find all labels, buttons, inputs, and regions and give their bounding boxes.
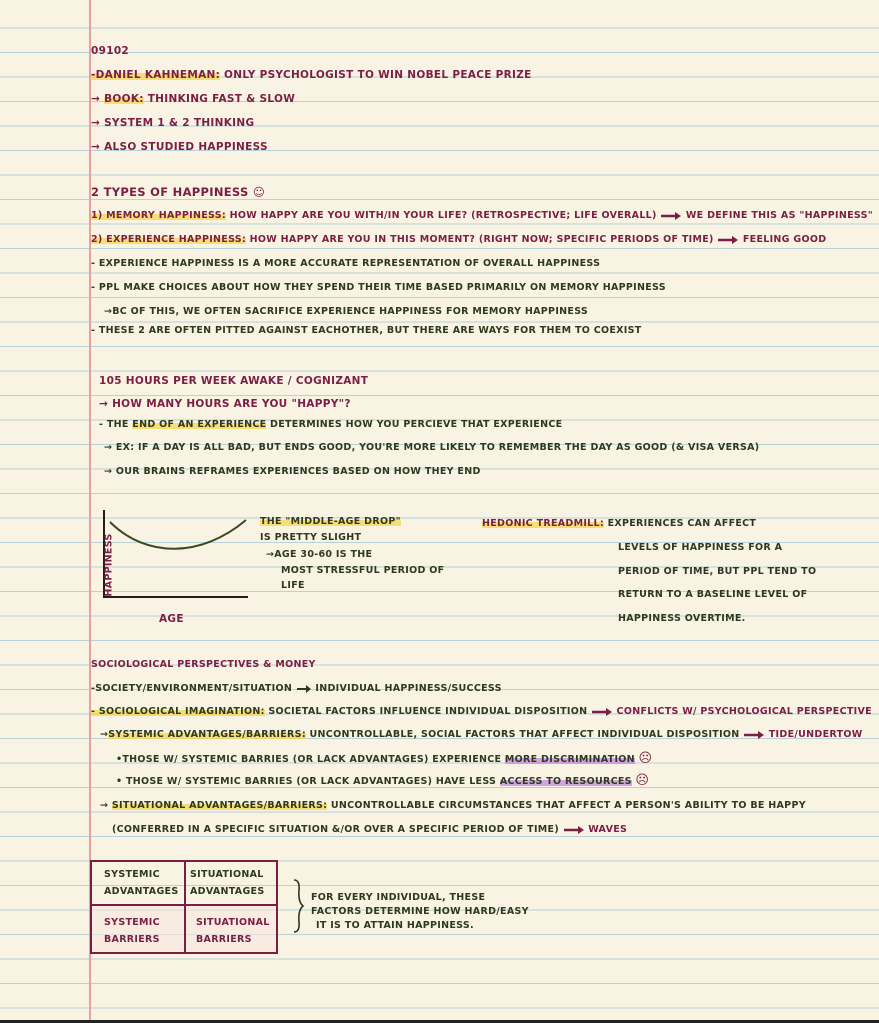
experience-happiness-line xyxy=(91,232,826,248)
middle-age-drop-highlight: THE "MIDDLE-AGE DROP" xyxy=(260,516,401,527)
socio-line-6-text: UNCONTROLLABLE CIRCUMSTANCES THAT AFFECT A PERSON'S ABILITY TO BE HAPPY xyxy=(327,800,806,811)
graph-x-label: AGE xyxy=(159,613,184,625)
hours-question-text: HOW MANY HOURS ARE YOU "HAPPY"? xyxy=(112,398,351,410)
graph-note-4: MOST STRESSFUL PERIOD OF xyxy=(281,565,445,576)
arrow-icon: → xyxy=(91,117,105,129)
table-divider-horizontal xyxy=(92,904,276,906)
arrow-right-icon xyxy=(591,708,613,716)
arrow-icon: → xyxy=(91,93,105,105)
table-note-3: IT IS TO ATTAIN HAPPINESS. xyxy=(316,920,474,931)
arrow-icon: → xyxy=(100,800,112,811)
socio-line-4 xyxy=(116,751,652,768)
sad-face-icon: ☹ xyxy=(635,773,650,788)
table-divider-vertical xyxy=(184,862,186,952)
graph-note-3-text: AGE 30-60 IS THE xyxy=(274,549,373,560)
socio-line-7 xyxy=(112,822,627,838)
intro-line-3-text: SYSTEM 1 & 2 THINKING xyxy=(104,117,255,129)
note-date: 09102 xyxy=(91,45,130,57)
curly-brace-icon xyxy=(290,878,306,934)
kahneman-label: -DANIEL KAHNEMAN: xyxy=(91,69,221,81)
situational-label: SITUATIONAL ADVANTAGES/BARRIERS: xyxy=(111,800,328,811)
socio-line-2 xyxy=(91,704,872,720)
hedonic-text-1: EXPERIENCES CAN AFFECT xyxy=(603,518,757,529)
arrow-right-icon xyxy=(743,731,765,739)
types-bullet-4: - THESE 2 ARE OFTEN PITTED AGAINST EACHOTHER, BUT THERE ARE WAYS FOR THEM TO COEXIST xyxy=(91,325,642,336)
socio-line-2-text: SOCIETAL FACTORS INFLUENCE INDIVIDUAL DISPOSITION xyxy=(264,706,588,717)
socio-line-7-text: (CONFERRED IN A SPECIFIC SITUATION &/OR OVER A SPECIFIC PERIOD OF TIME) xyxy=(112,824,559,835)
hedonic-line-5: HAPPINESS OVERTIME. xyxy=(618,613,746,624)
table-cell-text: SYSTEMIC xyxy=(104,917,160,928)
sad-face-icon: ☹ xyxy=(638,751,653,766)
hours-bullet-3-text: OUR BRAINS REFRAMES EXPERIENCES BASED ON HOW THEY END xyxy=(115,466,481,477)
intro-line-1 xyxy=(91,67,532,83)
table-cell-situational-barriers xyxy=(196,914,270,948)
memory-happiness-result: WE DEFINE THIS AS "HAPPINESS" xyxy=(685,210,873,221)
hedonic-line-1 xyxy=(482,516,756,532)
happiness-curve xyxy=(110,520,246,549)
socio-line-7-result: WAVES xyxy=(588,824,628,835)
end-of-experience-highlight: END OF AN EXPERIENCE xyxy=(132,419,267,430)
table-cell-text: SITUATIONAL xyxy=(196,917,270,928)
hours-question xyxy=(99,396,351,412)
arrow-right-icon xyxy=(717,236,739,244)
socio-line-1 xyxy=(91,681,502,697)
hours-bullet-2 xyxy=(104,440,759,456)
table-cell-text: ADVANTAGES xyxy=(190,886,265,897)
table-cell-systemic-barriers xyxy=(104,914,160,948)
table-cell-text: ADVANTAGES xyxy=(104,886,179,897)
types-bullet-3 xyxy=(104,304,588,320)
socio-line-1-pre: -SOCIETY/ENVIRONMENT/SITUATION xyxy=(91,683,293,694)
access-to-resources-highlight: ACCESS TO RESOURCES xyxy=(499,776,632,787)
table-cell-text: SITUATIONAL xyxy=(190,869,264,880)
graph-axes xyxy=(104,510,248,597)
types-bullet-3-text: BC OF THIS, WE OFTEN SACRIFICE EXPERIENCE HAPPINESS FOR MEMORY HAPPINESS xyxy=(112,306,589,317)
arrow-icon: → xyxy=(104,306,113,317)
memory-happiness-text: HOW HAPPY ARE YOU WITH/IN YOUR LIFE? (RETROSPECTIVE; LIFE OVERALL) xyxy=(225,210,657,221)
book-label: BOOK: xyxy=(104,93,144,105)
arrow-icon: → xyxy=(266,549,275,560)
socio-line-5 xyxy=(116,773,649,790)
table-cell-text: BARRIERS xyxy=(196,934,252,945)
hedonic-treadmill-label: HEDONIC TREADMILL: xyxy=(482,518,604,529)
socio-line-6 xyxy=(100,798,806,814)
socio-line-3 xyxy=(100,727,863,743)
arrow-icon: → xyxy=(99,398,113,410)
arrow-right-icon xyxy=(296,685,312,693)
graph-note-1 xyxy=(260,514,401,530)
hedonic-line-3: PERIOD OF TIME, BUT PPL TEND TO xyxy=(618,566,817,577)
more-discrimination-highlight: MORE DISCRIMINATION xyxy=(504,754,635,765)
hours-bullet-1 xyxy=(99,417,562,433)
graph-y-label: HAPPINESS xyxy=(103,533,115,597)
socio-line-3-result: TIDE/UNDERTOW xyxy=(768,729,863,740)
socio-line-5-pre: • THOSE W/ SYSTEMIC BARRIES (OR LACK ADVANTAGES) HAVE LESS xyxy=(116,776,500,787)
memory-happiness-label: 1) MEMORY HAPPINESS: xyxy=(91,210,226,221)
socio-heading: SOCIOLOGICAL PERSPECTIVES & MONEY xyxy=(91,659,316,670)
hours-bullet-3 xyxy=(104,464,481,480)
socio-line-1-post: INDIVIDUAL HAPPINESS/SUCCESS xyxy=(315,683,502,694)
memory-happiness-line xyxy=(91,208,873,224)
graph-note-2: IS PRETTY SLIGHT xyxy=(260,532,362,543)
table-note-1: FOR EVERY INDIVIDUAL, THESE xyxy=(311,892,486,903)
intro-line-2 xyxy=(91,91,295,107)
intro-line-4-text: ALSO STUDIED HAPPINESS xyxy=(104,141,268,153)
experience-happiness-text: HOW HAPPY ARE YOU IN THIS MOMENT? (RIGHT NOW; SPECIFIC PERIODS OF TIME) xyxy=(246,234,714,245)
hedonic-line-2: LEVELS OF HAPPINESS FOR A xyxy=(618,542,783,553)
table-cell-systemic-advantages xyxy=(104,866,178,900)
sociological-imagination-label: - SOCIOLOGICAL IMAGINATION: xyxy=(91,706,265,717)
advantages-barriers-table xyxy=(90,860,278,954)
arrow-icon: → xyxy=(91,141,105,153)
types-heading: 2 TYPES OF HAPPINESS ☺ xyxy=(91,185,266,199)
graph-note-3 xyxy=(266,547,372,563)
intro-line-4 xyxy=(91,139,268,155)
hedonic-line-4: RETURN TO A BASELINE LEVEL OF xyxy=(618,589,808,600)
arrow-icon: → xyxy=(104,442,116,453)
table-cell-situational-advantages xyxy=(190,866,264,900)
hours-bullet-2-text: EX: IF A DAY IS ALL BAD, BUT ENDS GOOD, YOU'RE MORE LIKELY TO REMEMBER THE DAY AS GOOD (& VISA VERSA) xyxy=(115,442,760,453)
hours-bullet-1-pre: - THE xyxy=(99,419,133,430)
arrow-right-icon xyxy=(563,826,585,834)
table-cell-text: SYSTEMIC xyxy=(104,869,160,880)
table-cell-text: BARRIERS xyxy=(104,934,160,945)
arrow-icon: → xyxy=(104,466,116,477)
intro-line-3 xyxy=(91,115,254,131)
socio-line-4-pre: •THOSE W/ SYSTEMIC BARRIES (OR LACK ADVANTAGES) EXPERIENCE xyxy=(116,754,505,765)
systemic-label: SYSTEMIC ADVANTAGES/BARRIERS: xyxy=(108,729,306,740)
happiness-age-graph xyxy=(96,510,256,602)
types-bullet-2: - PPL MAKE CHOICES ABOUT HOW THEY SPEND THEIR TIME BASED PRIMARILY ON MEMORY HAPPINESS xyxy=(91,282,666,293)
book-text: THINKING FAST & SLOW xyxy=(143,93,296,105)
socio-line-3-text: UNCONTROLLABLE, SOCIAL FACTORS THAT AFFECT INDIVIDUAL DISPOSITION xyxy=(305,729,740,740)
experience-happiness-label: 2) EXPERIENCE HAPPINESS: xyxy=(91,234,247,245)
intro-line-1-text: ONLY PSYCHOLOGIST TO WIN NOBEL PEACE PRIZE xyxy=(220,69,532,81)
hours-bullet-1-post: DETERMINES HOW YOU PERCIEVE THAT EXPERIENCE xyxy=(266,419,563,430)
socio-line-2-result: CONFLICTS W/ PSYCHOLOGICAL PERSPECTIVE xyxy=(616,706,872,717)
experience-happiness-result: FEELING GOOD xyxy=(742,234,827,245)
arrow-right-icon xyxy=(660,212,682,220)
hours-heading: 105 HOURS PER WEEK AWAKE / COGNIZANT xyxy=(99,375,369,387)
table-note-2: FACTORS DETERMINE HOW HARD/EASY xyxy=(311,906,529,917)
graph-note-5: LIFE xyxy=(281,580,305,591)
arrow-icon: → xyxy=(100,729,109,740)
types-bullet-1: - EXPERIENCE HAPPINESS IS A MORE ACCURATE REPRESENTATION OF OVERALL HAPPINESS xyxy=(91,258,601,269)
